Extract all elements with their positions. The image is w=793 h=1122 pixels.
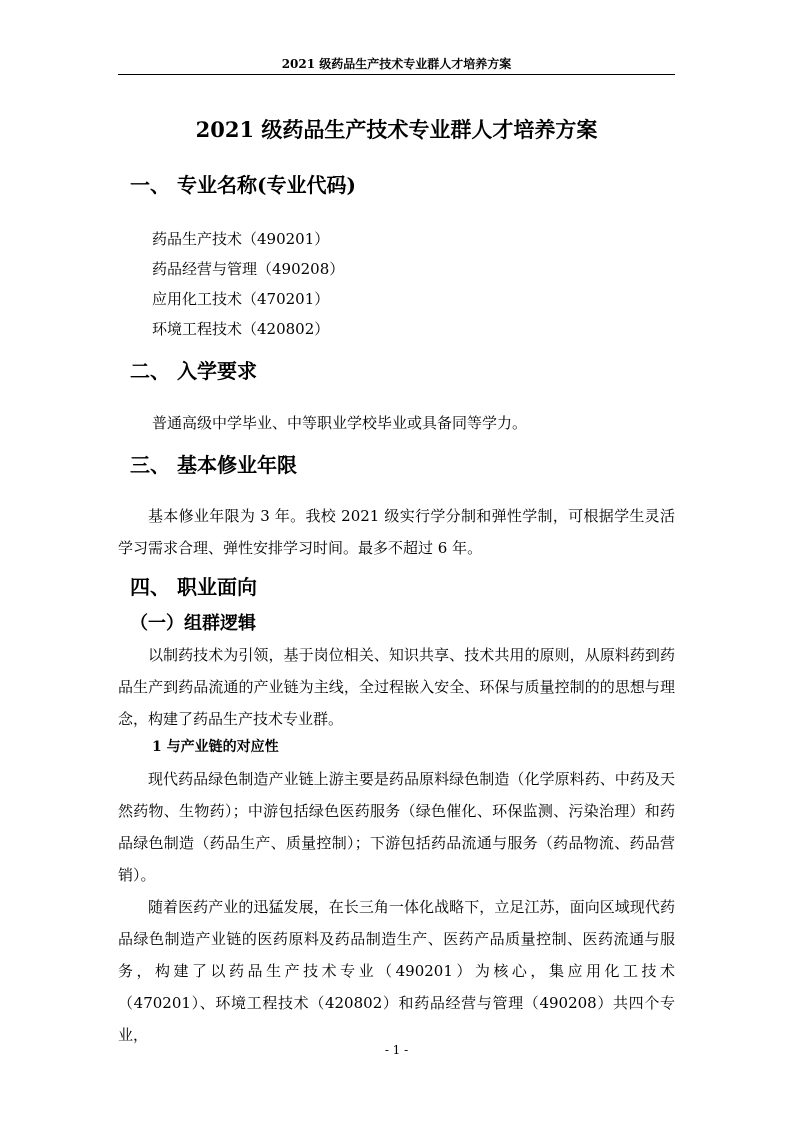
development-paragraph: 随着医药产业的迅猛发展，在长三角一体化战略下，立足江苏，面向区域现代药品绿色制造产业链的医药原料及药品制造生产、医药产品质量控制、医药流通与服务，构建了以药品生产技术专业（490201）为核心，集应用化工技术（470201）、环境工程技术（420802）和药品经营与管理（490208）共四个专业， — [118, 898, 675, 1044]
section-title: 基本修业年限 — [177, 453, 297, 477]
admission-text: 普通高级中学毕业、中等职业学校毕业或具备同等学力。 — [152, 414, 528, 432]
group-logic-paragraph: 以制药技术为引领，基于岗位相关、知识共享、技术共用的原则，从原料药到药品生产到药品流通的产业链为主线，全过程嵌入安全、环保与质量控制的的思想与理念，构建了药品生产技术专业群。 — [118, 646, 675, 728]
section-heading-3 — [130, 450, 297, 480]
section-heading-1 — [130, 170, 356, 200]
major-item: 环境工程技术（420802） — [152, 320, 330, 338]
section-number: 二、 — [130, 359, 170, 383]
section-title: 专业名称(专业代码) — [177, 173, 356, 197]
running-header: 2021 级药品生产技术专业群人才培养方案 — [281, 57, 512, 71]
point-heading: 1 与产业链的对应性 — [152, 739, 279, 755]
section-title: 职业面向 — [177, 575, 257, 599]
study-years-paragraph: 基本修业年限为 3 年。我校 2021 级实行学分制和弹性学制，可根据学生灵活学习需求合理、弹性安排学习时间。最多不超过 6 年。 — [118, 507, 675, 557]
section-number: 三、 — [130, 453, 170, 477]
section-heading-2 — [130, 356, 257, 386]
section-number: 四、 — [130, 575, 170, 599]
section-number: 一、 — [130, 173, 170, 197]
header-rule — [118, 74, 675, 75]
major-item: 应用化工技术（470201） — [152, 290, 330, 308]
major-item: 药品生产技术（490201） — [152, 230, 330, 248]
industry-chain-paragraph: 现代药品绿色制造产业链上游主要是药品原料绿色制造（化学原料药、中药及天然药物、生物药）；中游包括绿色医药服务（绿色催化、环保监测、污染治理）和药品绿色制造（药品生产、质量控制）；下游包括药品流通与服务（药品物流、药品营销）。 — [118, 770, 675, 884]
section-title: 入学要求 — [177, 359, 257, 383]
page-number: - 1 - — [384, 1043, 409, 1057]
subsection-heading: （一）组群逻辑 — [130, 613, 256, 634]
section-heading-4 — [130, 572, 257, 602]
major-item: 药品经营与管理（490208） — [152, 260, 345, 278]
document-title: 2021 级药品生产技术专业群人才培养方案 — [195, 117, 598, 142]
